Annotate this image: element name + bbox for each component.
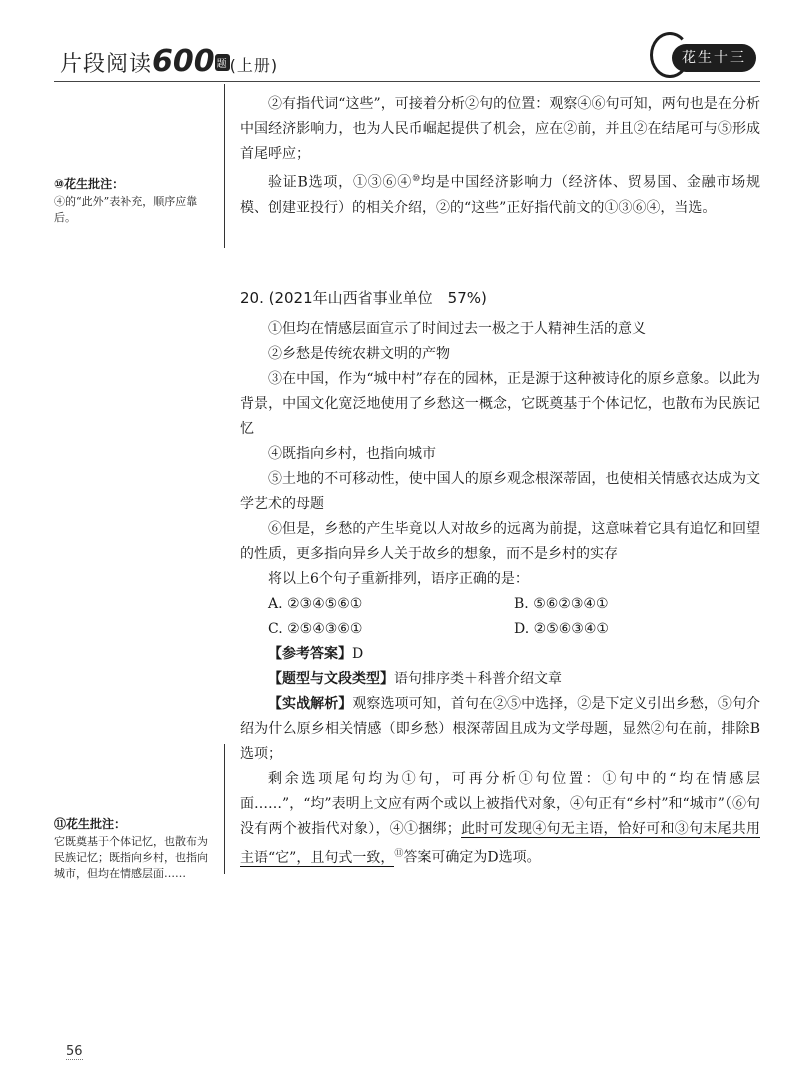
note-marker: ⑩ <box>412 174 421 184</box>
side-note <box>54 176 214 226</box>
book-number: 600 <box>152 44 215 79</box>
sentence: ②乡愁是传统农耕文明的产物 <box>268 346 450 362</box>
book-title <box>60 44 278 79</box>
margin-divider <box>224 744 225 874</box>
underlined-text: 此时可发现④句无主语，恰好可和③句末尾共用主语“它”，且句式一致， <box>240 821 760 866</box>
brand-logo: 花生十三 <box>672 44 756 72</box>
answer-line: 【参考答案】D <box>268 646 364 662</box>
book-suffix: 题 <box>215 54 230 71</box>
sentence: ④既指向乡村，也指向城市 <box>268 446 436 462</box>
header-rule <box>54 81 760 82</box>
page-number: 56 <box>66 1044 83 1059</box>
question-title: 20. (2021年山西省事业单位 57%) <box>240 289 487 307</box>
side-note <box>54 816 214 882</box>
analysis-paragraph: 剩余选项尾句均为①句，可再分析①句位置：①句中的“均在情感层面……”，“均”表明上文应有两个或以上被指代对象，④句正有“乡村”和“城市”（⑥句没有两个被指代对象），④①捆绑；此时可发现④句无主语，恰好可和③句末尾共用主语“它”，且句式一致，⑪答案可确定为D选项。 <box>240 771 760 866</box>
sentence: ③在中国，作为“城中村”存在的园林，正是源于这种被诗化的原乡意象。以此为背景，中国文化宽泛地使用了乡愁这一概念，它既奠基于个体记忆，也散布为民族记忆 <box>240 371 760 437</box>
analysis-paragraph: 验证B选项，①③⑥④⑩均是中国经济影响力（经济体、贸易国、金融市场规模、创建亚投行）的相关介绍，②的“这些”正好指代前文的①③⑥④，当选。 <box>240 174 761 216</box>
option-c: C. ②⑤④③⑥① <box>268 621 363 637</box>
answer-value: D <box>352 646 364 662</box>
type-line: 【题型与文段类型】语句排序类＋科普介绍文章 <box>268 671 562 687</box>
question-prompt: 将以上6个句子重新排列，语序正确的是： <box>268 571 529 587</box>
sentence: ①但均在情感层面宣示了时间过去一极之于人精神生活的意义 <box>268 321 646 337</box>
side-note-title: ⑩花生批注： <box>54 177 125 191</box>
option-a: A. ②③④⑤⑥① <box>268 596 363 612</box>
sentence: ⑤土地的不可移动性，使中国人的原乡观念根深蒂固，也使相关情感衣达成为文学艺术的母题 <box>240 471 760 512</box>
side-note-text: 它既奠基于个体记忆，也散布为民族记忆；既指向乡村，也指向城市，但均在情感层面…… <box>54 835 208 880</box>
sentence: ⑥但是，乡愁的产生毕竟以人对故乡的远离为前提，这意味着它具有追忆和回望的性质，更多指向异乡人关于故乡的想象，而不是乡村的实存 <box>240 521 760 562</box>
option-d: D. ②⑤⑥③④① <box>514 621 609 637</box>
page-header <box>54 30 760 82</box>
book-title-text: 片段阅读 <box>60 52 153 77</box>
note-marker: ⑪ <box>394 849 404 859</box>
book-volume: (上册) <box>229 56 279 75</box>
side-note-title: ⑪花生批注： <box>54 817 127 831</box>
options <box>240 592 760 642</box>
option-b: B. ⑤⑥②③④① <box>514 596 609 612</box>
analysis-paragraph: 【实战解析】观察选项可知，首句在②⑤中选择，②是下定义引出乡愁，⑤句介绍为什么原乡相关情感（即乡愁）根深蒂固且成为文学母题，显然②句在前，排除B选项； <box>240 696 761 762</box>
side-note-text: ④的“此外”表补充，顺序应靠后。 <box>54 195 198 224</box>
analysis-paragraph: ②有指代词“这些”，可接着分析②句的位置：观察④⑥句可知，两句也是在分析中国经济影响力，也为人民币崛起提供了机会，应在②前，并且②在结尾可与⑤形成首尾呼应； <box>240 96 760 162</box>
previous-answer-block <box>240 92 760 221</box>
margin-divider <box>224 84 225 248</box>
question-block <box>240 286 760 871</box>
